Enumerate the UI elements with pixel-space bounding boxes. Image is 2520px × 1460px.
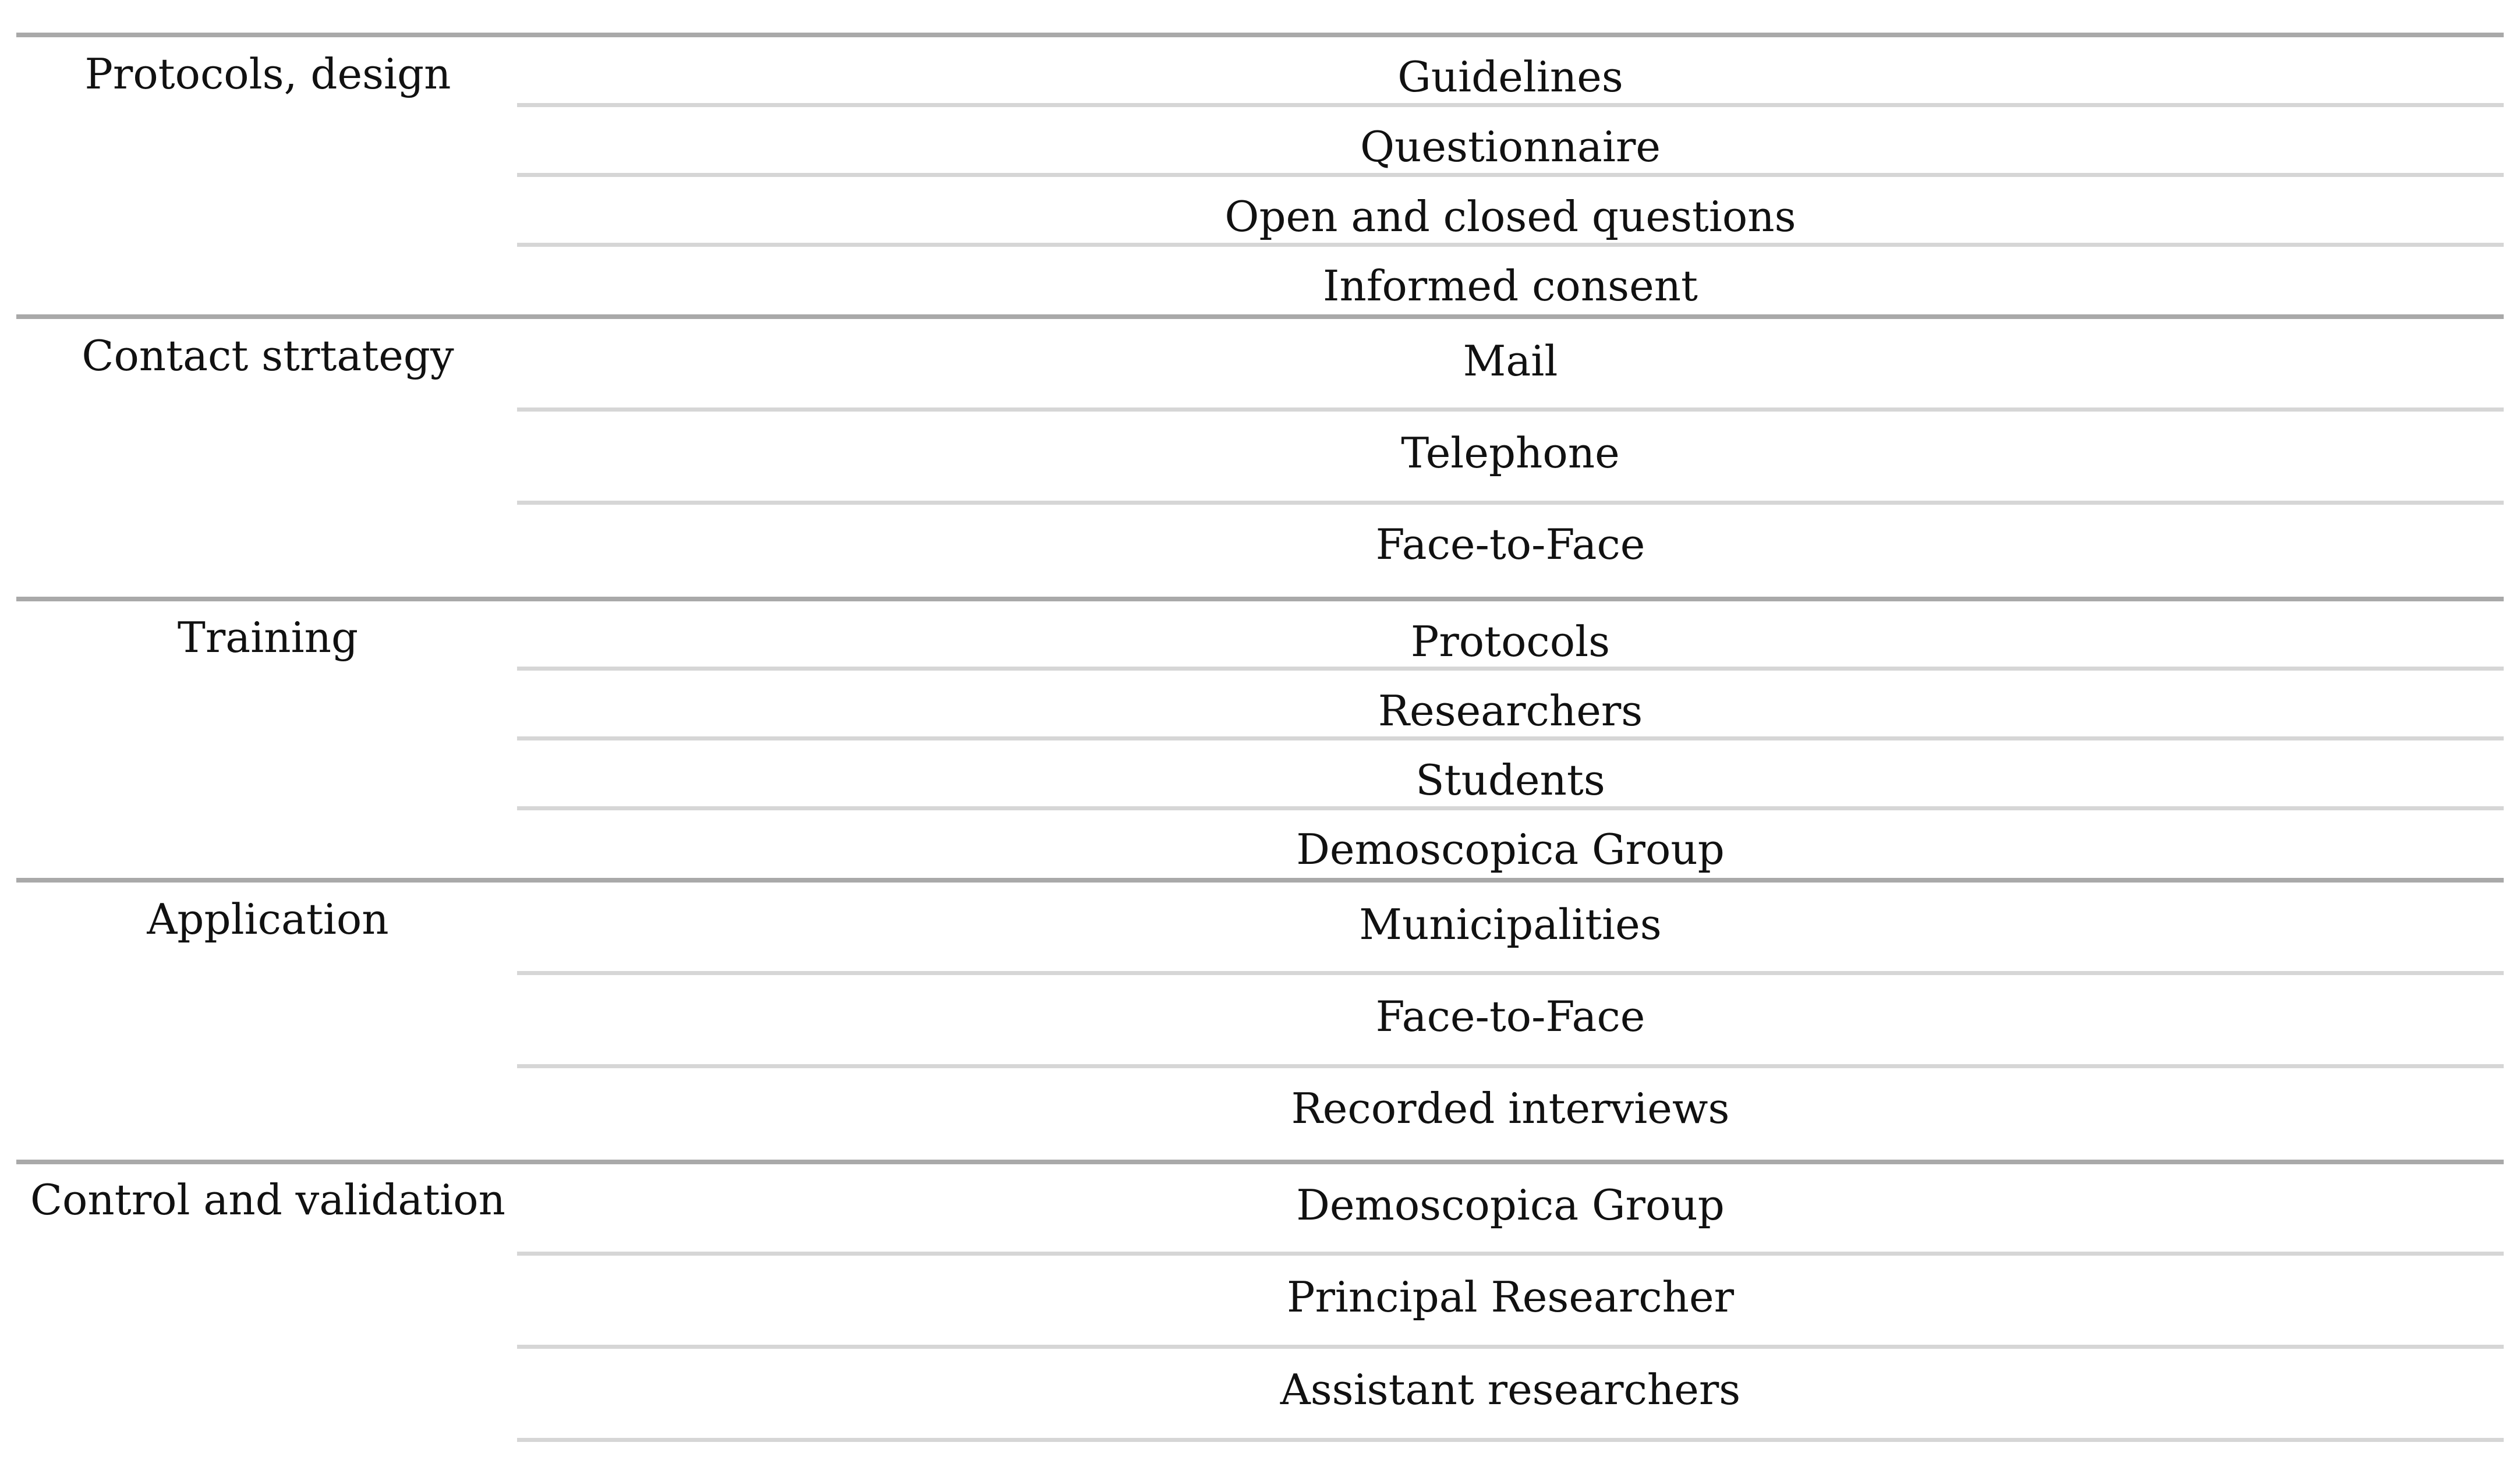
table-row-item: Students	[1415, 756, 1605, 805]
group-label-control-validation: Control and validation	[30, 1175, 506, 1224]
table-row-item: Face-to-Face	[1375, 992, 1645, 1041]
row-separator	[517, 173, 2504, 177]
table-row-item: Open and closed questions	[1224, 192, 1796, 241]
table-row-item: Questionnaire	[1360, 122, 1661, 171]
table-row-item: Guidelines	[1397, 52, 1623, 101]
row-separator	[517, 736, 2504, 740]
table-row-item: Principal Researcher	[1287, 1273, 1734, 1321]
table-row-item: Face-to-Face	[1375, 520, 1645, 569]
table-row-item: Informed consent	[1323, 261, 1698, 310]
table-row-item: Demoscopica Group	[1296, 825, 1725, 874]
table-row-item: Assistant researchers	[1280, 1365, 1741, 1414]
group-separator	[16, 1160, 2504, 1164]
table-row-item: Telephone	[1401, 428, 1620, 477]
table-row-item: Protocols	[1410, 617, 1611, 666]
group-label-application: Application	[147, 895, 389, 944]
group-label-training: Training	[177, 613, 359, 662]
row-separator	[517, 806, 2504, 810]
group-separator	[16, 314, 2504, 319]
group-separator	[16, 597, 2504, 601]
row-separator	[517, 1438, 2504, 1442]
group-label-protocols-design: Protocols, design	[84, 49, 451, 98]
row-separator	[517, 667, 2504, 671]
group-label-contact-strategy: Contact strtategy	[82, 331, 454, 380]
row-separator	[517, 971, 2504, 975]
row-separator	[517, 501, 2504, 505]
table-row-item: Researchers	[1378, 686, 1643, 735]
row-separator	[517, 103, 2504, 107]
row-separator	[517, 1252, 2504, 1256]
row-separator	[517, 1345, 2504, 1349]
table-row-item: Mail	[1463, 336, 1558, 385]
table-row-item: Recorded interviews	[1291, 1084, 1730, 1133]
table-top-rule	[16, 33, 2504, 37]
row-separator	[517, 243, 2504, 247]
table-row-item: Demoscopica Group	[1296, 1181, 1725, 1229]
row-separator	[517, 1064, 2504, 1068]
row-separator	[517, 407, 2504, 412]
group-separator	[16, 878, 2504, 883]
table-row-item: Municipalities	[1359, 900, 1662, 949]
